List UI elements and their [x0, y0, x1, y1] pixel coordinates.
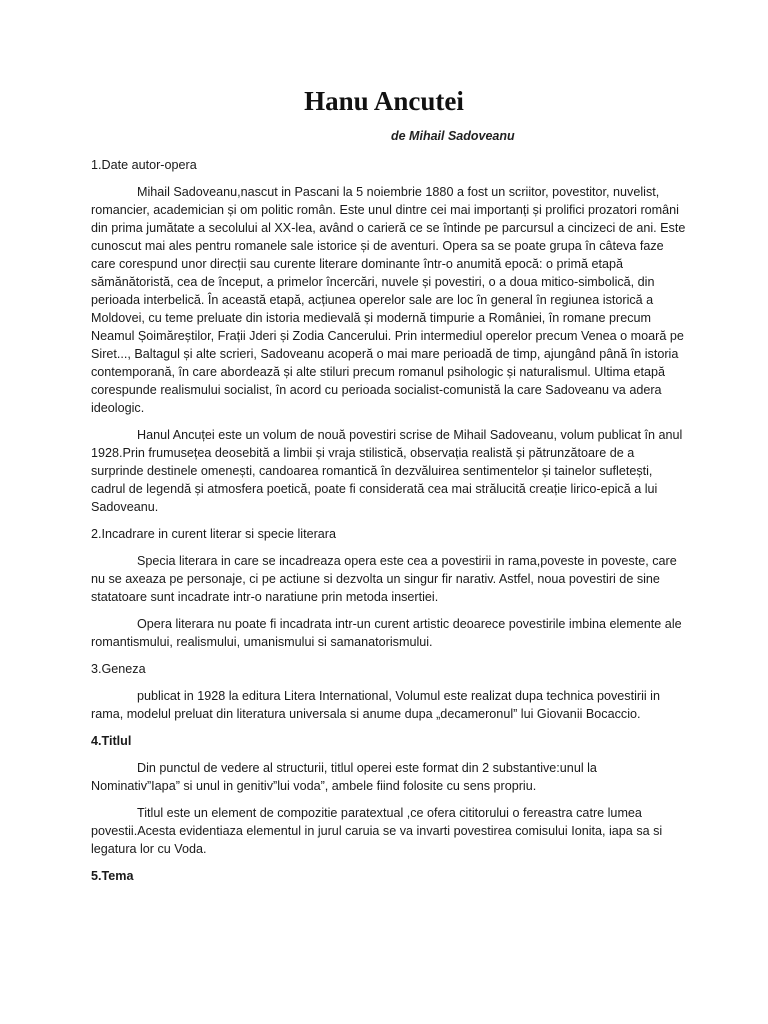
section-tema	[91, 867, 687, 885]
section-incadrare	[91, 525, 687, 651]
section-heading: 4.Titlul	[91, 734, 132, 748]
document-body	[91, 156, 687, 894]
paragraph: Hanul Ancuței este un volum de nouă povestiri scrise de Mihail Sadoveanu, volum publicat în anul 1928.Prin frumusețea deosebită a limbii și vraja stilistică, observația realistă și pătrunzătoare de a surprinde destinele omenești, candoarea romantică în dezvăluirea sentimentelor și tainelor sufletești, cadrul de legendă și atmosfera poetică, poate fi considerată cea mai strălucită creație lirico-epică a lui Sadoveanu.	[91, 428, 683, 514]
section-titlul	[91, 732, 687, 858]
paragraph: Mihail Sadoveanu,nascut in Pascani la 5 noiembrie 1880 a fost un scriitor, povestitor, nuvelist, romancier, academician și om politic român. Este unul dintre cei mai importanți și prolifici prozatori români din prima jumătate a secolului al XX-lea, având o carieră ce se întinde pe parcursul a cincizeci de ani. Este cunoscut mai ales pentru romanele sale istorice și de aventuri. Opera sa se poate grupa în câteva faze care corespund unor direcții sau curente literare dominante într-o anumită epocă: o primă etapă sămănătoristă, cea de început, a primelor încercări, nuvele și povestiri, o a doua mitico-simbolică, din perioada interbelică. În această etapă, acțiunea operelor sale are loc în general în regiunea istorică a Moldovei, cu teme preluate din istoria medievală și modernă timpurie a României, în romane precum Neamul Șoimăreștilor, Frații Jderi și Zodia Cancerului. Prin intermediul operelor precum Venea o moară pe Siret..., Baltagul și alte scrieri, Sadoveanu acoperă o mai mare perioadă de timp, ajungând până în istoria contemporană, în care abordează și alte stiluri precum romanul psihologic și naturalismul. Ultima etapă corespunde realismului socialist, în acord cu perioada socialist-comunistă la care Sadoveanu va adera ideologic.	[91, 185, 686, 415]
paragraph: Din punctul de vedere al structurii, titlul operei este format din 2 substantive:unul la Nominativ”Iapa” si unul in genitiv”lui voda”, ambele fiind folosite cu sens propriu.	[91, 761, 597, 793]
section-geneza	[91, 660, 687, 723]
document-title: Hanu Ancutei	[304, 86, 464, 116]
section-heading: 5.Tema	[91, 869, 134, 883]
section-heading: 2.Incadrare in curent literar si specie literara	[91, 527, 336, 541]
section-date-autor-opera	[91, 156, 687, 516]
paragraph: Titlul este un element de compozitie paratextual ,ce ofera cititorului o fereastra catre lumea povestii.Acesta evidentiaza elementul in jurul caruia se va invarti povestirea comisului Ionita, iapa sa si legatura lor cu Voda.	[91, 806, 663, 856]
paragraph: publicat in 1928 la editura Litera International, Volumul este realizat dupa technica povestirii in rama, modelul preluat din literatura universala si anume dupa „decameronul” lui Giovanii Bocaccio.	[91, 689, 660, 721]
document-author: de Mihail Sadoveanu	[391, 129, 515, 143]
paragraph: Opera literara nu poate fi incadrata intr-un curent artistic deoarece povestirile imbina elemente ale romantismului, realismului, umanismului si samanatorismului.	[91, 617, 682, 649]
section-heading: 3.Geneza	[91, 662, 146, 676]
paragraph: Specia literara in care se incadreaza opera este cea a povestirii in rama,poveste in poveste, care nu se axeaza pe personaje, ci pe actiune si dezvolta un singur fir narativ. Astfel, noua povestiri de sine statatoare sunt incadrate intr-o naratiune prin metoda insertiei.	[91, 554, 677, 604]
section-heading: 1.Date autor-opera	[91, 158, 197, 172]
